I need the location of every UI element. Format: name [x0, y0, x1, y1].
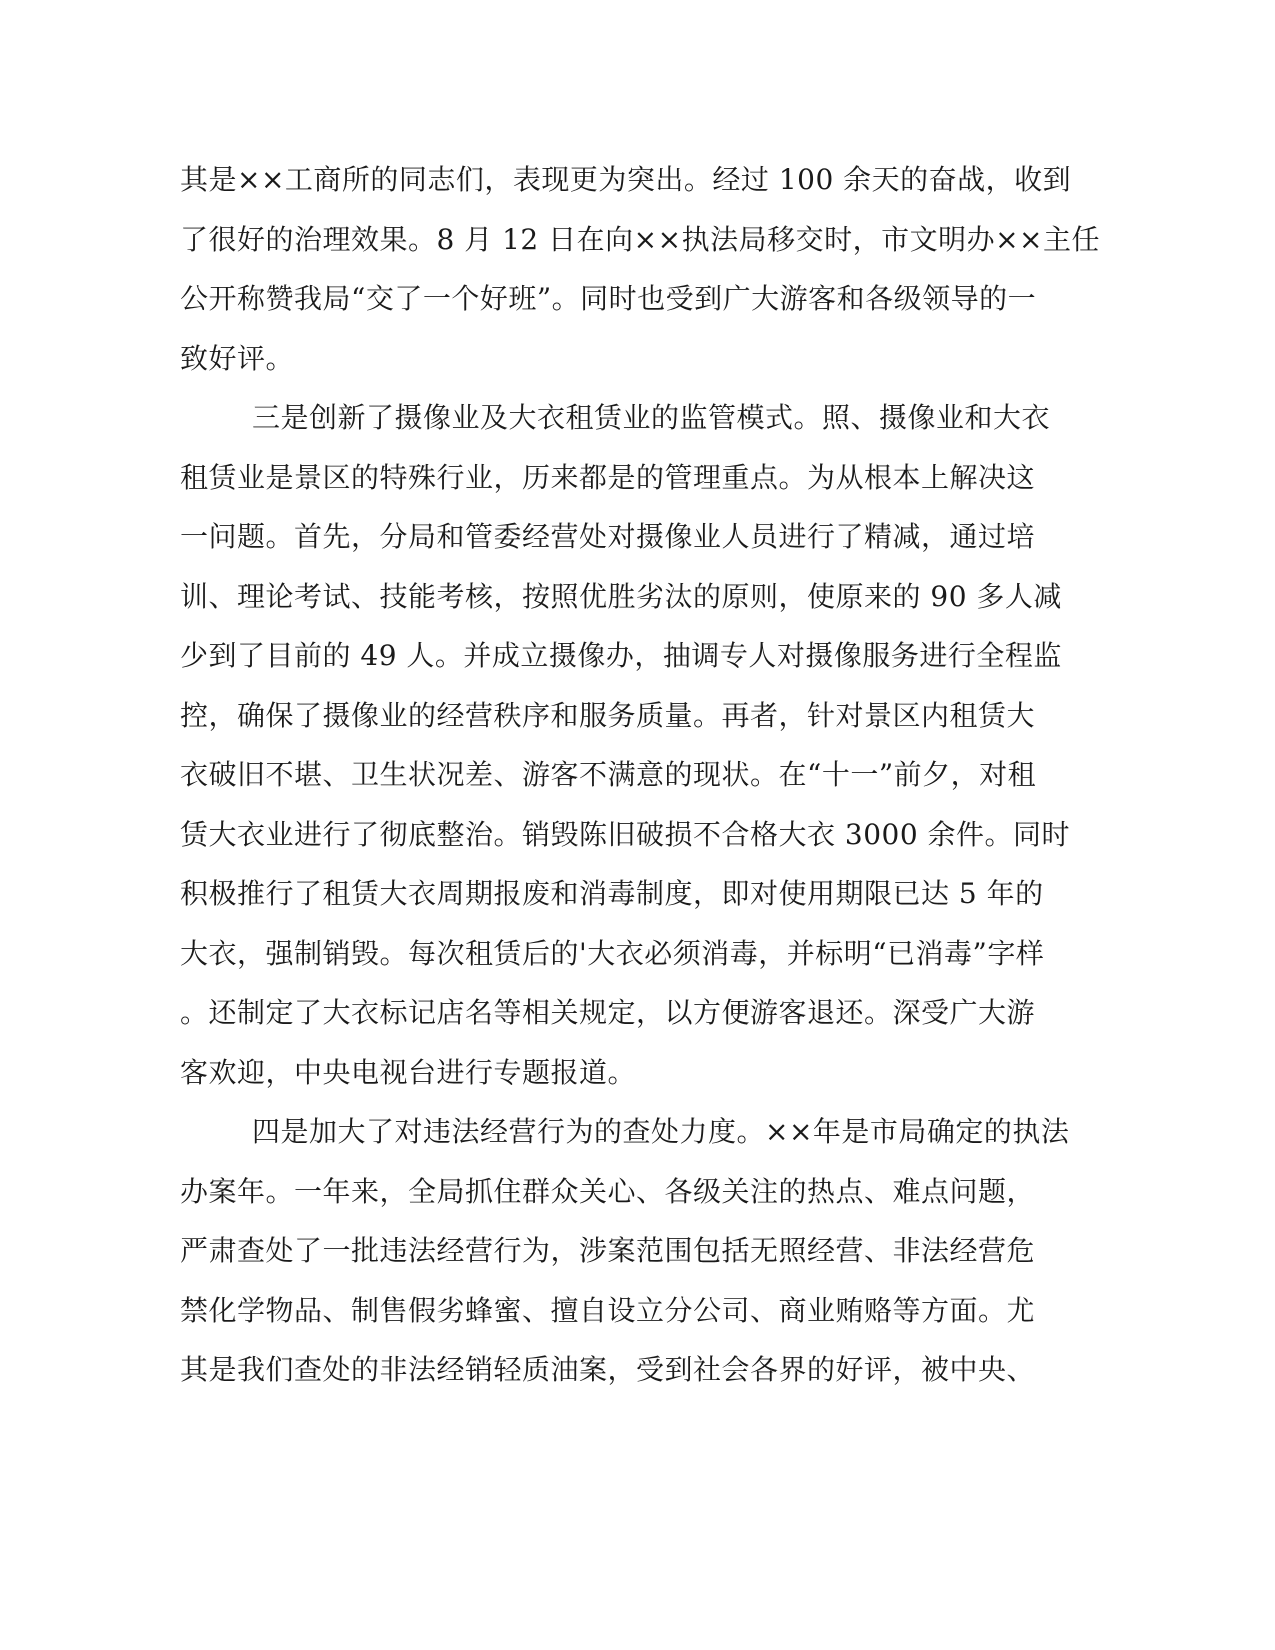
text-line: 公开称赞我局“交了一个好班”。同时也受到广大游客和各级领导的一	[180, 282, 1037, 315]
text-line: 训、理论考试、技能考核，按照优胜劣汰的原则，使原来的 90 多人减	[180, 579, 1062, 613]
text-line: 控，确保了摄像业的经营秩序和服务质量。再者，针对景区内租赁大	[180, 698, 1036, 732]
text-line: 赁大衣业进行了彻底整治。销毁陈旧破损不合格大衣 3000 余件。同时	[180, 817, 1071, 851]
paragraph-start-line: 四是加大了对违法经营行为的查处力度。××年是市局确定的执法	[252, 1115, 1070, 1148]
document-body	[180, 150, 1100, 1400]
text-line: 衣破旧不堪、卫生状况差、游客不满意的现状。在“十一”前夕，对租	[180, 758, 1037, 791]
text-line: 少到了目前的 49 人。并成立摄像办，抽调专人对摄像服务进行全程监	[180, 639, 1062, 672]
text-line: 致好评。	[180, 341, 295, 375]
text-line: 一问题。首先，分局和管委经营处对摄像业人员进行了精减，通过培	[180, 520, 1036, 553]
text-line: 严肃查处了一批违法经营行为，涉案范围包括无照经营、非法经营危	[180, 1234, 1036, 1267]
text-line: 大衣，强制销毁。每次租赁后的'大衣必须消毒，并标明“已消毒”字样	[180, 936, 1045, 970]
text-line: 其是××工商所的同志们，表现更为突出。经过 100 余天的奋战，收到	[180, 163, 1072, 196]
text-line: 办案年。一年来，全局抓住群众关心、各级关注的热点、难点问题，	[180, 1174, 1036, 1208]
text-line: 禁化学物品、制售假劣蜂蜜、擅自设立分公司、商业贿赂等方面。尤	[180, 1293, 1036, 1327]
paragraph-start-line: 三是创新了摄像业及大衣租赁业的监管模式。照、摄像业和大衣	[252, 401, 1051, 434]
text-line: 租赁业是景区的特殊行业，历来都是的管理重点。为从根本上解决这	[180, 460, 1036, 494]
text-line: 积极推行了租赁大衣周期报废和消毒制度，即对使用期限已达 5 年的	[180, 877, 1044, 910]
text-line: 了很好的治理效果。8 月 12 日在向××执法局移交时，市文明办××主任	[180, 222, 1100, 256]
text-line: 其是我们查处的非法经销轻质油案，受到社会各界的好评，被中央、	[180, 1353, 1036, 1386]
text-line: 客欢迎，中央电视台进行专题报道。	[180, 1055, 637, 1089]
text-line: 。还制定了大衣标记店名等相关规定，以方便游客退还。深受广大游	[180, 996, 1036, 1029]
